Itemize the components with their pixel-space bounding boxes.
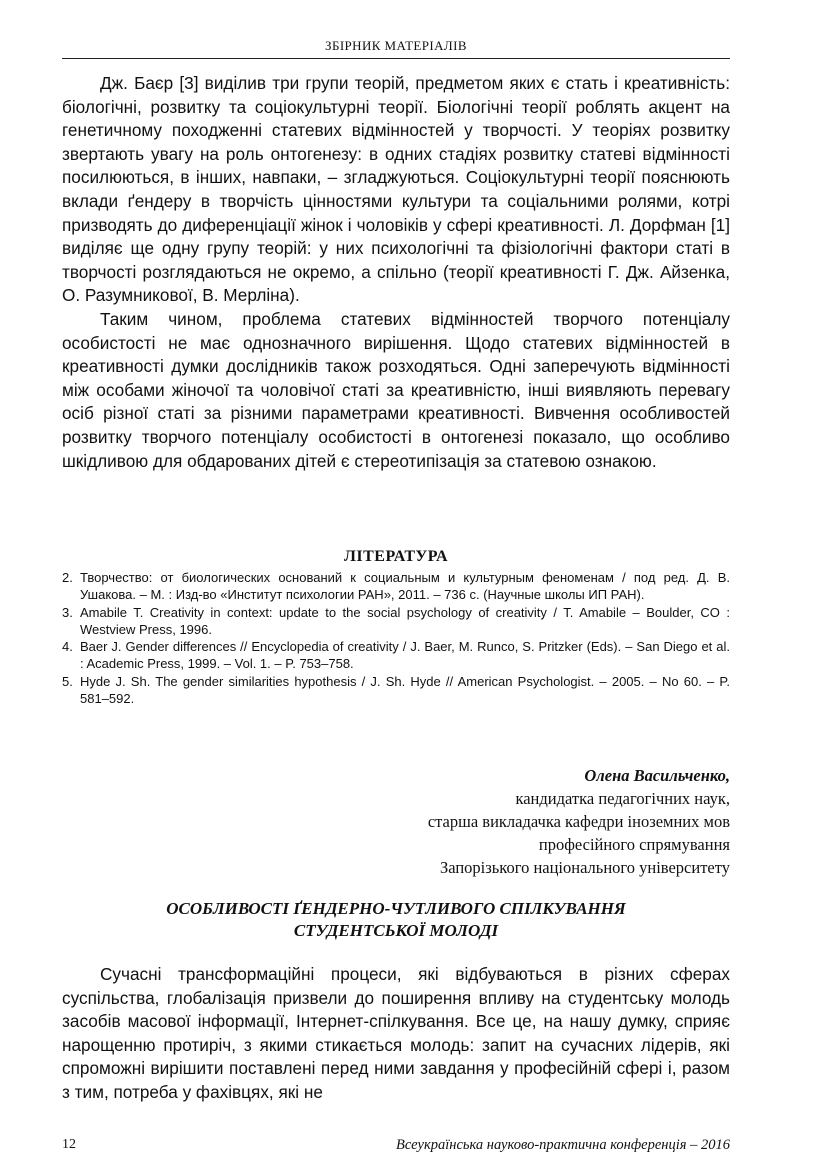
paragraph: Таким чином, проблема статевих відмінностей творчого потенціалу особистості не має однозначного вирішення. Щодо статевих відмінностей в креативності думки дослідників також розходяться. Одні заперечують відмінності між особами жіночої та чоловічої статі за креативністю, інші виявляють перевагу осіб різної статі за різними параметрами креативності. Вивчення особливостей розвитку творчого потенціалу особистості в онтогенезі показало, що особливо шкідливою для обдарованих дітей є стереотипізація за статевою ознакою. [62, 308, 730, 471]
reference-number: 4. [62, 639, 73, 655]
reference-text: Творчество: от биологических оснований к социальным и культурным феноменам / под ред. Д. В. Ушакова. – М. : Изд-во «Институт психологии РАН», 2011. – 736 с. (Научные школы ИП РАН). [80, 570, 730, 603]
article-title-line: ОСОБЛИВОСТІ ҐЕНДЕРНО-ЧУТЛИВОГО СПІЛКУВАННЯ [166, 899, 626, 918]
reference-item [62, 638, 730, 673]
reference-item [62, 673, 730, 708]
author-name: Олена Васильченко, [584, 766, 730, 785]
reference-number: 5. [62, 673, 73, 689]
paragraph: Сучасні трансформаційні процеси, які відбуваються в різних сферах суспільства, глобалізація призвели до поширення впливу на студентську молодь засобів масової інформації, Інтернет-спілкування. Все це, на нашу думку, сприяє нарощенню протиріч, з якими стикається молодь: запит на сучасних лідерів, які спроможні вирішити поставлені перед ними завдання у професійній сфері і, разом з тим, потреба у фахівцях, які не [62, 964, 730, 1102]
reference-text: Baer J. Gender differences // Encyclopedia of creativity / J. Baer, M. Runco, S. Pritzker (Eds). – San Diego et al. : Academic Press, 1999. – Vol. 1. – P. 753–758. [80, 639, 730, 672]
author-block [428, 764, 730, 879]
literature-heading: ЛІТЕРАТУРА [343, 548, 449, 565]
reference-number: 2. [62, 570, 73, 585]
reference-text: Hyde J. Sh. The gender similarities hypothesis / J. Sh. Hyde // American Psychologist. – 2005. – No 60. – P. 581–592. [80, 673, 730, 707]
article-title [62, 898, 730, 942]
article-title-line: СТУДЕНТСЬКОЇ МОЛОДІ [293, 921, 499, 940]
paragraph: Дж. Баєр [3] виділив три групи теорій, предметом яких є стать і креативність: біологічні, розвитку та соціокультурні теорії. Біологічні теорії роблять акцент на генетичному походженні статевих відмінностей у творчості. У теоріях розвитку звертають увагу на роль онтогенезу: в одних стадіях розвитку статеві відмінності посилюються, в інших, навпаки, – згладжуються. Соціокультурні теорії пояснюють вклади ґендеру в творчість цінностями культури та соціальними ролями, котрі призводять до диференціації жінок і чоловіків у сфері креативності. Л. Дорфман [1] виділяє ще одну групу теорій: у них психологічні та фізіологічні фактори статі в творчості розглядаються не окремо, а спільно (теорії креативності Г. Дж. Айзенка, О. Разумникової, В. Мерліна). [62, 73, 730, 306]
page-number: 12 [62, 1137, 76, 1152]
author-affiliation-line: професійного спрямування [538, 835, 730, 854]
reference-number: 3. [62, 604, 73, 620]
reference-text: Amabile T. Creativity in context: update to the social psychology of creativity / T. Amabile – Boulder, CO : Westview Press, 1996. [80, 604, 730, 637]
running-header: ЗБІРНИК МАТЕРІАЛІВ [62, 38, 730, 59]
author-affiliation-line: кандидатка педагогічних наук, [515, 789, 730, 808]
article-body [62, 963, 730, 1105]
reference-list [62, 569, 730, 707]
author-affiliation-line: Запорізького національного університету [439, 858, 730, 877]
reference-item [62, 604, 730, 639]
reference-item [62, 569, 730, 604]
section-body [62, 72, 730, 473]
author-affiliation-line: старша викладачка кафедри іноземних мов [427, 812, 730, 831]
running-footer: Всеукраїнська науково-практична конференція – 2016 [395, 1137, 730, 1153]
